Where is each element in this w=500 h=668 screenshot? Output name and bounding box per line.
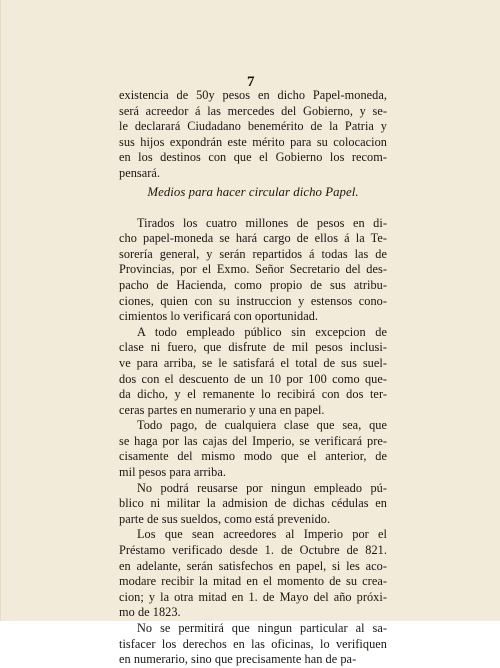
text-line: blico ni militar la admision de dichas cédulas en [119,496,387,511]
text-line: cho papel-moneda se hará cargo de ellos á la Te- [119,231,387,246]
text-line: parte de sus sueldos, como está prevenido. [119,511,331,526]
text-line: existencia de 50y pesos en dicho Papel-moneda, [119,88,387,102]
text-line: mo de 1823. [119,605,181,620]
body-text [119,88,387,668]
text-line: No se permitirá que ningun particular al sa- [137,621,387,635]
text-line: da dicho, y el remanente lo recibirá con dos ter- [119,387,387,402]
paragraph [119,621,387,668]
text-line: Medios para hacer circular dicho Papel. [147,184,359,199]
text-line: cion; y la otra mitad en 1. de Mayo del año próxi- [119,589,387,604]
text-line: en numerario, sino que precisamente han de pa- [119,652,357,667]
text-line: Todo pago, de cualquiera clase que sea, que [137,418,387,433]
text-line: A todo empleado público sin excepcion de [137,324,387,339]
section-heading [119,184,387,201]
text-line: será acreedor á las mercedes del Gobierno, y se- [119,103,387,118]
spacer [119,201,387,216]
paragraph [119,418,387,480]
paragraph [119,88,387,182]
text-line: cisamente del mismo modo que el anterior, de [119,449,387,464]
text-line: ve para arriba, se le satisfará el total de sus suel- [119,355,387,370]
text-line: Provincias, por el Exmo. Señor Secretario del des- [119,262,387,277]
text-line: Tirados los cuatro millones de pesos en di- [137,215,387,230]
text-line: le declarará Ciudadano benemérito de la Patria y [119,119,387,134]
text-line: mil pesos para arriba. [119,465,226,480]
text-line: clase ni fuero, que disfrute de mil pesos inclusi- [119,340,387,355]
text-line: Los que sean acreedores al Imperio por el [137,527,387,542]
paragraph [119,325,387,419]
text-line: tisfacer los derechos en las oficinas, lo verifiquen [119,636,387,651]
text-line: se haga por las cajas del Imperio, se verificará pre- [119,433,387,448]
text-line: sorería general, y serán repartidos á todas las de [119,246,387,261]
text-line: Préstamo verificado desde 1. de Octubre de 821. [119,543,387,558]
text-line: en adelante, serán satisfechos en papel, si les aco- [119,558,387,573]
paragraph [119,481,387,528]
text-line: pacho de Hacienda, como propio de sus atribu- [119,277,387,292]
text-line: en los destinos con que el Gobierno los recom- [119,150,387,165]
text-line: dos con el descuento de un 10 por 100 como que- [119,371,387,386]
text-line: ciones, quien con su instruccion y estensos cono- [119,293,387,308]
text-line: No podrá reusarse por ningun empleado pú- [137,480,387,495]
text-line: cimientos lo verificará con oportunidad. [119,309,319,324]
paragraph [119,527,387,621]
text-line: sus hijos expondrán este mérito para su colocacion [119,134,387,149]
text-line: ceras partes en numerario y una en papel. [119,402,325,417]
paragraph [119,216,387,325]
text-line: pensará. [119,165,161,180]
text-line: modare recibir la mitad en el momento de su crea- [119,574,387,589]
page-number: 7 [247,74,255,90]
